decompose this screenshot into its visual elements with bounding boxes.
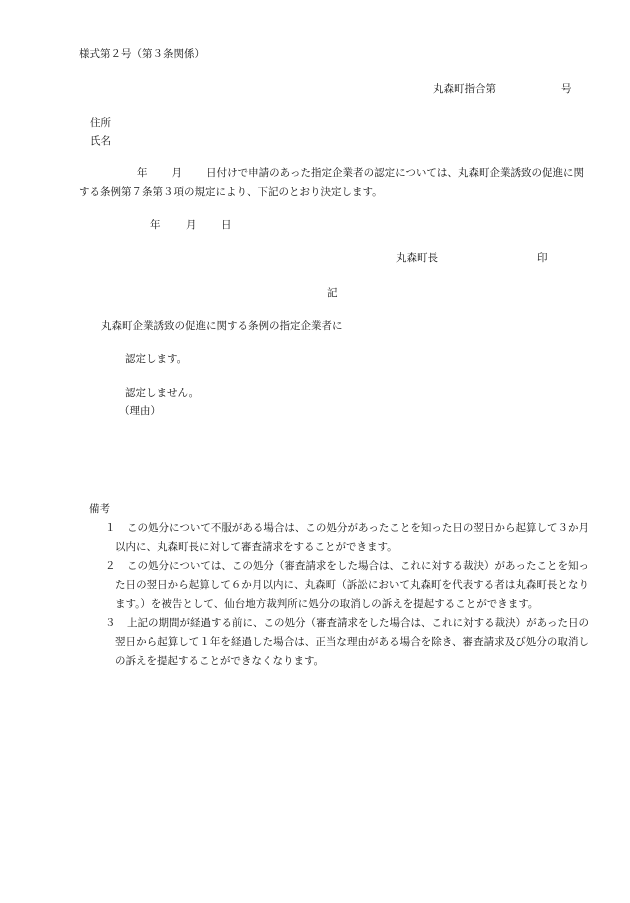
remark-number: １	[105, 522, 116, 534]
issue-date-month: 月	[186, 219, 197, 231]
remark-item	[79, 519, 589, 557]
remarks-section	[79, 500, 589, 671]
issue-date-day: 日	[221, 219, 232, 231]
remarks-heading: 備考	[89, 503, 110, 515]
name-label: 氏名	[90, 135, 111, 147]
body-date-month: 月	[171, 167, 183, 179]
option-reason: （理由）	[119, 405, 161, 417]
option-deny: 認定しません。	[125, 387, 200, 399]
form-header: 様式第２号（第３条関係）	[79, 48, 205, 60]
doc-number-prefix: 丸森町指合第	[433, 83, 496, 95]
body-date-year: 年	[137, 167, 148, 179]
remark-text: 上記の期間が経過する前に、この処分（審査請求をした場合は、これに対する裁決）があった日の翌日から起算して１年を経過した場合は、正当な理由がある場合を除き、審査請求及び処分の取消しの訴えを提起することができなくなります。	[115, 617, 589, 667]
remark-text: この処分について不服がある場合は、この処分があったことを知った日の翌日から起算して３か月以内に、丸森町長に対して審査請求をすることができます。	[115, 522, 589, 553]
body-paragraph	[79, 164, 584, 202]
remark-number: ２	[105, 560, 116, 572]
option-approve: 認定します。	[125, 353, 188, 365]
subject-line: 丸森町企業誘致の促進に関する条例の指定企業者に	[101, 320, 343, 332]
issuer-title: 丸森町長	[396, 252, 438, 264]
remark-number: ３	[105, 617, 116, 629]
remark-text: この処分については、この処分（審査請求をした場合は、これに対する裁決）があったことを知った日の翌日から起算して６か月以内に、丸森町（訴訟において丸森町を代表する者は丸森町長となります。）を被告として、仙台地方裁判所に処分の取消しの訴えを提起することができます。	[115, 560, 589, 610]
address-label: 住所	[90, 117, 111, 129]
body-text: 日付けで申請のあった指定企業者の認定については、丸森町企業誘致の促進に関する条例第７条第３項の規定により、下記のとおり決定します。	[79, 167, 585, 198]
ki-heading: 記	[327, 287, 338, 299]
issuer-seal: 印	[537, 252, 548, 264]
issue-date-year: 年	[150, 219, 161, 231]
remark-item	[79, 557, 589, 614]
remark-item	[79, 614, 589, 671]
doc-number-suffix: 号	[561, 83, 572, 95]
